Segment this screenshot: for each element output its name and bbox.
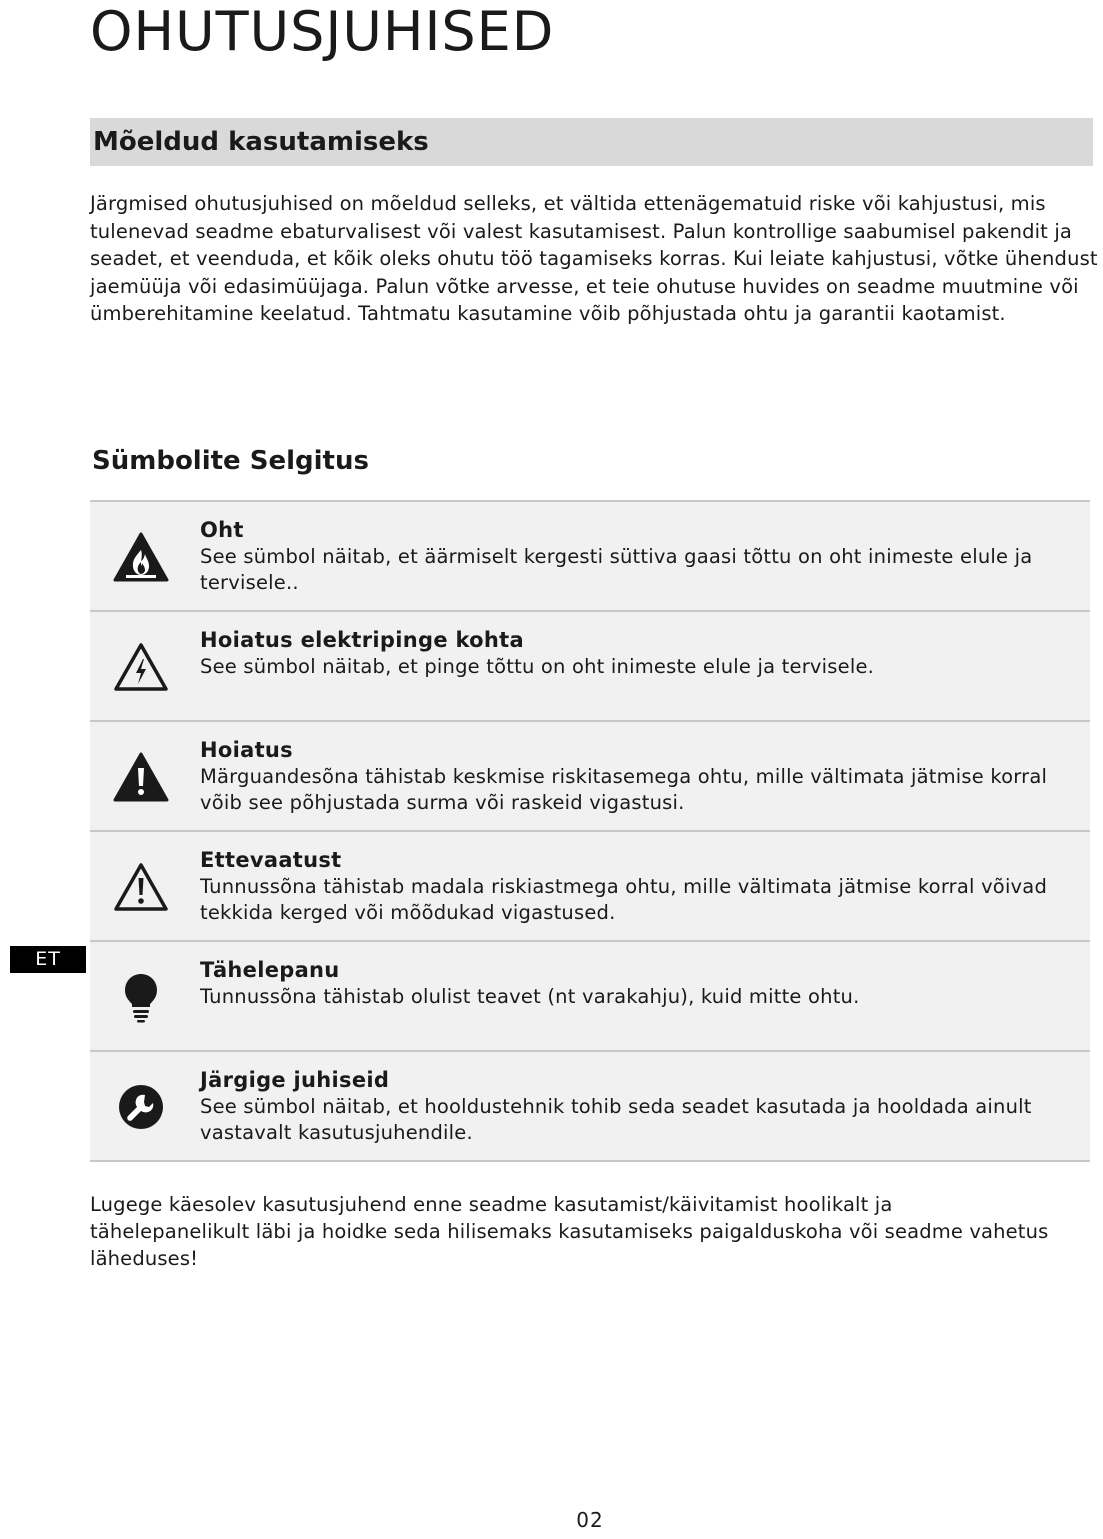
symbol-text-electric <box>200 626 1060 680</box>
symbol-row-caution <box>90 832 1090 942</box>
caution-outline-icon <box>112 858 170 916</box>
page-number: 02 <box>576 1508 604 1532</box>
symbol-text-warning <box>200 736 1060 816</box>
symbol-row-instructions <box>90 1052 1090 1162</box>
footer-paragraph: Lugege käesolev kasutusjuhend enne seadme kasutamist/käivitamist hoolikalt ja tähelepanelikult läbi ja hoidke seda hilisemaks kasutamiseks paigalduskoha või seadme vahetus läheduses! <box>90 1193 1049 1270</box>
lightbulb-icon <box>112 968 170 1026</box>
electric-warning-icon <box>112 638 170 696</box>
symbol-row-electric <box>90 612 1090 722</box>
symbol-row-danger <box>90 502 1090 612</box>
symbol-title: Hoiatus elektripinge kohta <box>200 628 524 652</box>
wrench-icon <box>112 1078 170 1136</box>
symbol-description: See sümbol näitab, et hooldustehnik tohib seda seadet kasutada ja hooldada ainult vastavalt kasutusjuhendile. <box>200 1095 1032 1144</box>
symbol-text-notice <box>200 956 1060 1010</box>
symbol-text-caution <box>200 846 1060 926</box>
symbols-table <box>90 500 1090 1162</box>
warning-filled-icon <box>112 748 170 806</box>
symbol-title: Hoiatus <box>200 738 293 762</box>
symbol-title: Oht <box>200 518 244 542</box>
symbols-heading: Sümbolite Selgitus <box>92 446 369 476</box>
symbol-description: Märguandesõna tähistab keskmise riskitasemega ohtu, mille vältimata jätmise korral võib see põhjustada surma või raskeid vigastusi. <box>200 765 1048 814</box>
intended-use-heading: Mõeldud kasutamiseks <box>93 127 429 157</box>
symbol-title: Järgige juhiseid <box>200 1068 390 1092</box>
symbol-description: Tunnussõna tähistab madala riskiastmega ohtu, mille vältimata jätmise korral võivad tekkida kerged või mõõdukad vigastused. <box>200 875 1048 924</box>
symbol-description: See sümbol näitab, et äärmiselt kergesti süttiva gaasi tõttu on oht inimeste elule ja tervisele.. <box>200 545 1033 594</box>
page-title: OHUTUSJUHISED <box>90 0 555 63</box>
symbol-description: See sümbol näitab, et pinge tõttu on oht inimeste elule ja tervisele. <box>200 655 875 678</box>
symbol-row-notice <box>90 942 1090 1052</box>
symbol-text-danger <box>200 516 1060 596</box>
symbol-row-warning <box>90 722 1090 832</box>
flame-warning-icon <box>112 528 170 586</box>
symbol-description: Tunnussõna tähistab olulist teavet (nt varakahju), kuid mitte ohtu. <box>200 985 860 1008</box>
symbol-title: Tähelepanu <box>200 958 340 982</box>
symbol-text-instructions <box>200 1066 1060 1146</box>
intended-use-header <box>90 118 1093 166</box>
symbol-title: Ettevaatust <box>200 848 342 872</box>
language-tab: ET <box>10 946 86 973</box>
intended-use-paragraph: Järgmised ohutusjuhised on mõeldud selleks, et vältida ettenägematuid riske või kahjustusi, mis tulenevad seadme ebaturvalisest või valest kasutamisest. Palun kontrollige saabumisel pakendit ja seadet, et veenduda, et kõik oleks ohutu töö tagamiseks korras. Kui leiate kahjustusi, võtke ühendust jaemüüja või edasimüüjaga. Palun võtke arvesse, et teie ohutuse huvides on seadme muutmine või ümberehitamine keelatud. Tahtmatu kasutamine võib põhjustada ohtu ja garantii kaotamist. <box>90 192 1098 325</box>
